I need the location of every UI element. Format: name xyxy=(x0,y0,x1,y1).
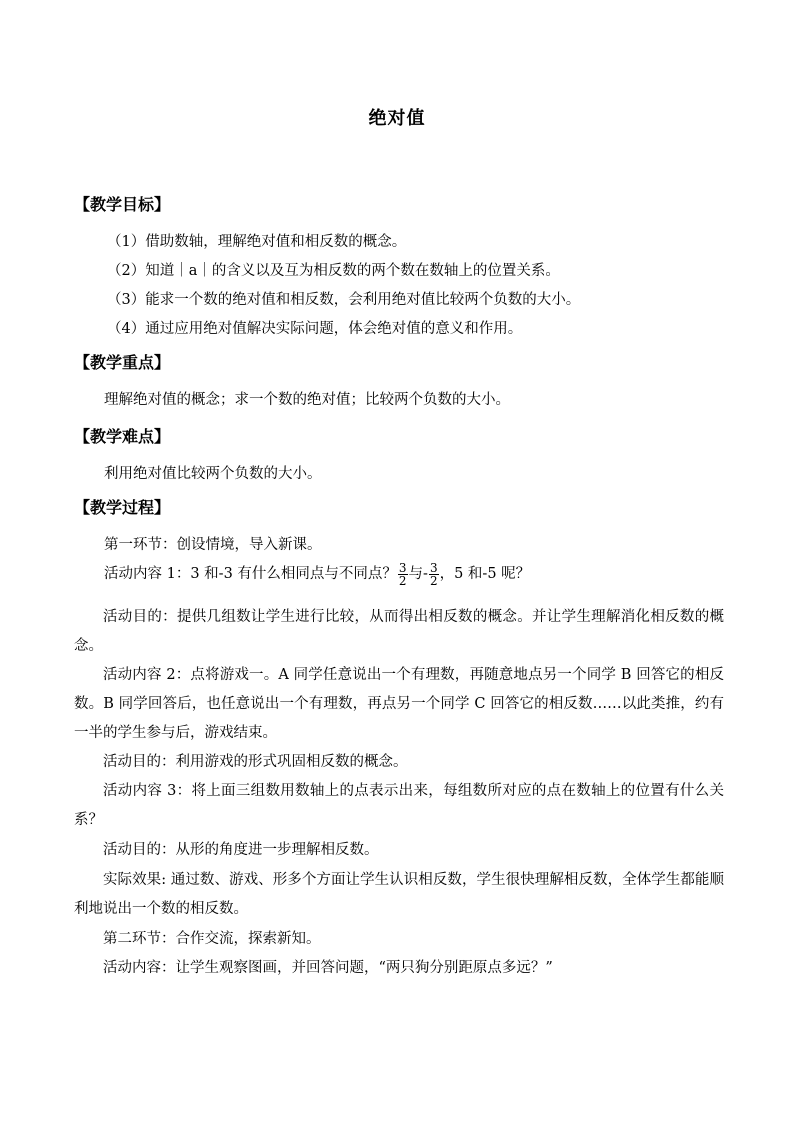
fraction-three-halves xyxy=(398,562,408,587)
heading-teaching-process: 【教学过程】 xyxy=(74,498,171,517)
fraction-denominator: 2 xyxy=(429,573,438,588)
purpose3-paragraph: 活动目的：从形的角度进一步理解相反数。 xyxy=(103,842,379,858)
heading-teaching-key: 【教学重点】 xyxy=(74,353,171,372)
purpose2-paragraph: 活动目的：利用游戏的形式巩固相反数的概念。 xyxy=(103,754,408,770)
goal-item-2: （2）知道｜a｜的含义以及互为相反数的两个数在数轴上的位置关系。 xyxy=(107,263,560,279)
activity4-paragraph: 活动内容：让学生观察图画，并回答问题，“两只狗分别距原点多远？” xyxy=(103,960,553,976)
heading-teaching-goals: 【教学目标】 xyxy=(74,195,171,214)
step2-text: 第二环节：合作交流，探索新知。 xyxy=(103,931,321,947)
activity1-mid: 与- xyxy=(408,566,428,582)
goal-item-3: （3）能求一个数的绝对值和相反数，会利用绝对值比较两个负数的大小。 xyxy=(107,292,581,308)
effect-paragraph: 实际效果: 通过数、游戏、形多个方面让学生认识相反数，学生很快理解相反数，全体学生都能顺利地说出一个数的相反数。 xyxy=(74,872,724,917)
purpose1-paragraph: 活动目的：提供几组数让学生进行比较，从而得出相反数的概念。并让学生理解消化相反数的概念。 xyxy=(74,609,724,654)
fraction-numerator: 3 xyxy=(398,560,407,575)
goal-item-1: （1）借助数轴，理解绝对值和相反数的概念。 xyxy=(107,234,407,250)
page-title: 绝对值 xyxy=(368,108,426,129)
activity1-text xyxy=(104,560,754,589)
goal-item-4: （4）通过应用绝对值解决实际问题，体会绝对值的意义和作用。 xyxy=(107,321,523,337)
activity1-suffix: ，5 和-5 呢？ xyxy=(439,566,531,582)
fraction-denominator: 2 xyxy=(398,573,407,588)
activity3-paragraph: 活动内容 3：将上面三组数用数轴上的点表示出来，每组数所对应的点在数轴上的位置有什么关系？ xyxy=(74,783,724,828)
difficulty-text: 利用绝对值比较两个负数的大小。 xyxy=(104,466,322,482)
activity2-paragraph: 活动内容 2：点将游戏一。A 同学任意说出一个有理数，再随意地点另一个同学 B 回答它的相反数。B 同学回答后，也任意说出一个有理数，再点另一个同学 C 回答它的相反数……以此类推，约有一半的学生参与后，游戏结束。 xyxy=(74,667,724,741)
fraction-neg-three-halves xyxy=(429,562,439,587)
heading-teaching-difficulty: 【教学难点】 xyxy=(74,427,171,446)
fraction-numerator: 3 xyxy=(429,560,438,575)
key-text: 理解绝对值的概念；求一个数的绝对值；比较两个负数的大小。 xyxy=(104,392,510,408)
activity1-prefix: 活动内容 1：3 和-3 有什么相同点与不同点？ xyxy=(104,566,397,582)
step1-text: 第一环节：创设情境，导入新课。 xyxy=(104,537,322,553)
